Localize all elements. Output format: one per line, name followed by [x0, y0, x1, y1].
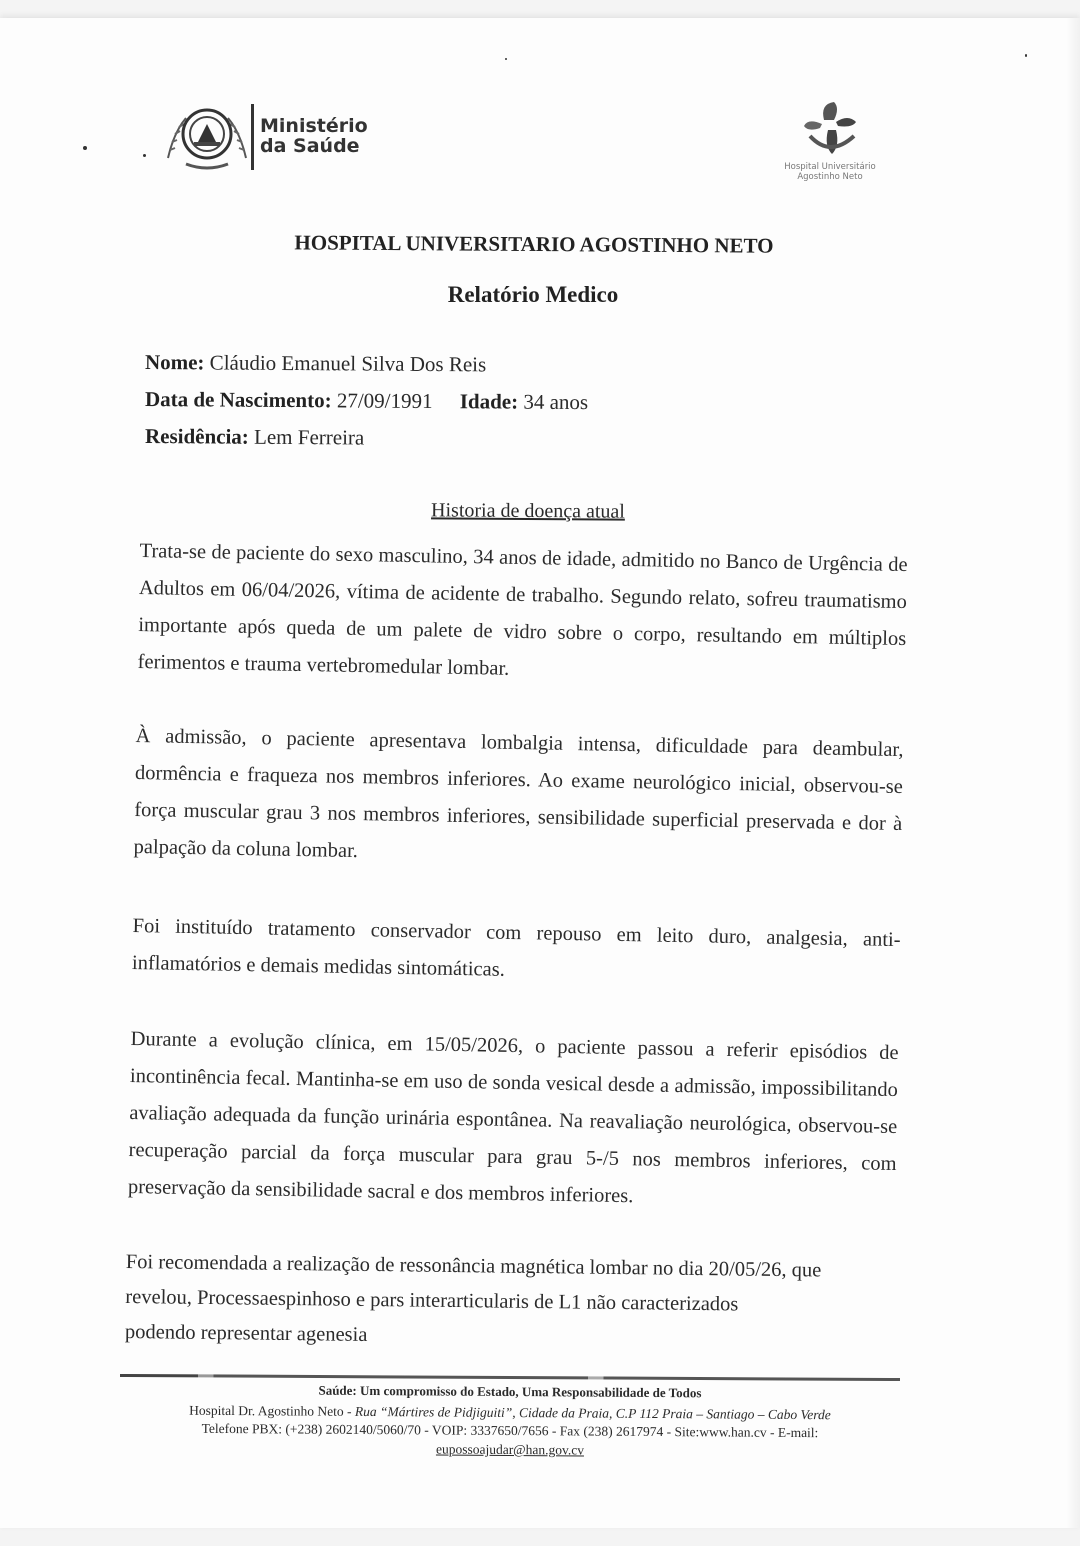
scan-speck: [83, 146, 87, 150]
footer-contact: Telefone PBX: (+238) 2602140/5060/70 - VOIP: 3337650/7656 - Fax (238) 2617974 - Site:www.han.cv - E-mail:: [201, 1420, 819, 1441]
coat-of-arms-icon: [164, 102, 250, 174]
dob-label: Data de Nascimento:: [144, 387, 332, 413]
footer-divider: [120, 1374, 900, 1381]
paragraph-admission: À admissão, o paciente apresentava lombalgia intensa, dificuldade para deambular, dormência e fraqueza nos membros inferiores. Ao exame neurológico inicial, observou-se força muscular grau 3 nos membros inferiores, sensibilidade superficial preservada e dor à palpação da coluna lombar.: [133, 724, 904, 863]
ministry-name: [260, 116, 368, 156]
paragraph-treatment: Foi instituído tratamento conservador com repouso em leito duro, analgesia, anti-inflamatórios e demais medidas sintomáticas.: [131, 914, 901, 981]
paragraph-mri: [125, 1245, 916, 1360]
scan-speck: [1025, 54, 1027, 57]
mri-line-2: revelou, Processaespinhoso e pars interarticularis de L1 não caracterizados: [125, 1285, 739, 1316]
paragraph-history: Trata-se de paciente do sexo masculino, 34 anos de idade, admitido no Banco de Urgência de Adultos em 06/04/2026, vítima de acidente de trabalho. Segundo relato, sofreu traumatismo importante após queda de um palete de vidro sobre o corpo, resultando em múltiplos ferimentos e trauma vertebromedular lombar.: [137, 539, 908, 680]
patient-residence-row: [145, 424, 364, 451]
paragraph-evolution: Durante a evolução clínica, em 15/05/2026, o paciente passou a referir episódios de incontinência fecal. Mantinha-se em uso de sonda vesical desde a admissão, impossibilitando avaliação adequada da função urinária espontânea. Na reavaliação neurológica, observou-se recuperação parcial da força muscular para grau 5-/5 nos membros inferiores, com preservação da sensibilidade sacral e dos membros inferiores.: [127, 1027, 899, 1208]
patient-name-row: [145, 350, 486, 377]
hospital-caption-line-1: Hospital Universitário: [784, 162, 876, 172]
document-title: HOSPITAL UNIVERSITARIO AGOSTINHO NETO: [294, 230, 774, 258]
footer-address-prefix: Hospital Dr. Agostinho Neto -: [189, 1402, 355, 1419]
ministry-line-2: da Saúde: [260, 135, 360, 157]
patient-age: 34 anos: [523, 389, 589, 415]
hospital-logo: [760, 96, 900, 196]
name-label: Nome:: [144, 350, 205, 375]
mri-line-3: podendo representar agenesia: [124, 1320, 368, 1346]
patient-residence: Lem Ferreira: [253, 424, 365, 450]
hospital-logo-caption: [760, 162, 900, 182]
hospital-caption-line-2: Agostinho Neto: [797, 172, 863, 182]
document-subtitle: Relatório Medico: [447, 282, 619, 307]
document-page: [0, 18, 1080, 1528]
patient-dob-row: [145, 387, 588, 415]
mri-line-1: Foi recomendada a realização de ressonância magnética lombar no dia 20/05/26, que: [125, 1250, 822, 1282]
footer-motto: Saúde: Um compromisso do Estado, Uma Responsabilidade de Todos: [318, 1382, 702, 1401]
ministry-of-health-logo: [158, 90, 398, 180]
footer-address-street: Rua “Mártires de Pidjiguiti”, Cidade da Praia, C.P 112 Praia – Santiago – Cabo Verde: [354, 1403, 831, 1423]
scan-speck: [143, 154, 146, 157]
age-label: Idade:: [459, 389, 519, 414]
logo-divider: [251, 104, 254, 170]
section-title: Historia de doença atual: [431, 499, 625, 523]
ministry-line-1: Ministério: [260, 115, 368, 137]
residence-label: Residência:: [144, 424, 249, 449]
footer-email: eupossoajudar@han.gov.cv: [435, 1441, 585, 1458]
scan-speck: [505, 58, 507, 60]
scan-edge-shadow: [1066, 18, 1080, 1528]
patient-dob: 27/09/1991: [336, 388, 433, 414]
patient-name: Cláudio Emanuel Silva Dos Reis: [209, 350, 487, 377]
hospital-cross-icon: [790, 96, 870, 160]
